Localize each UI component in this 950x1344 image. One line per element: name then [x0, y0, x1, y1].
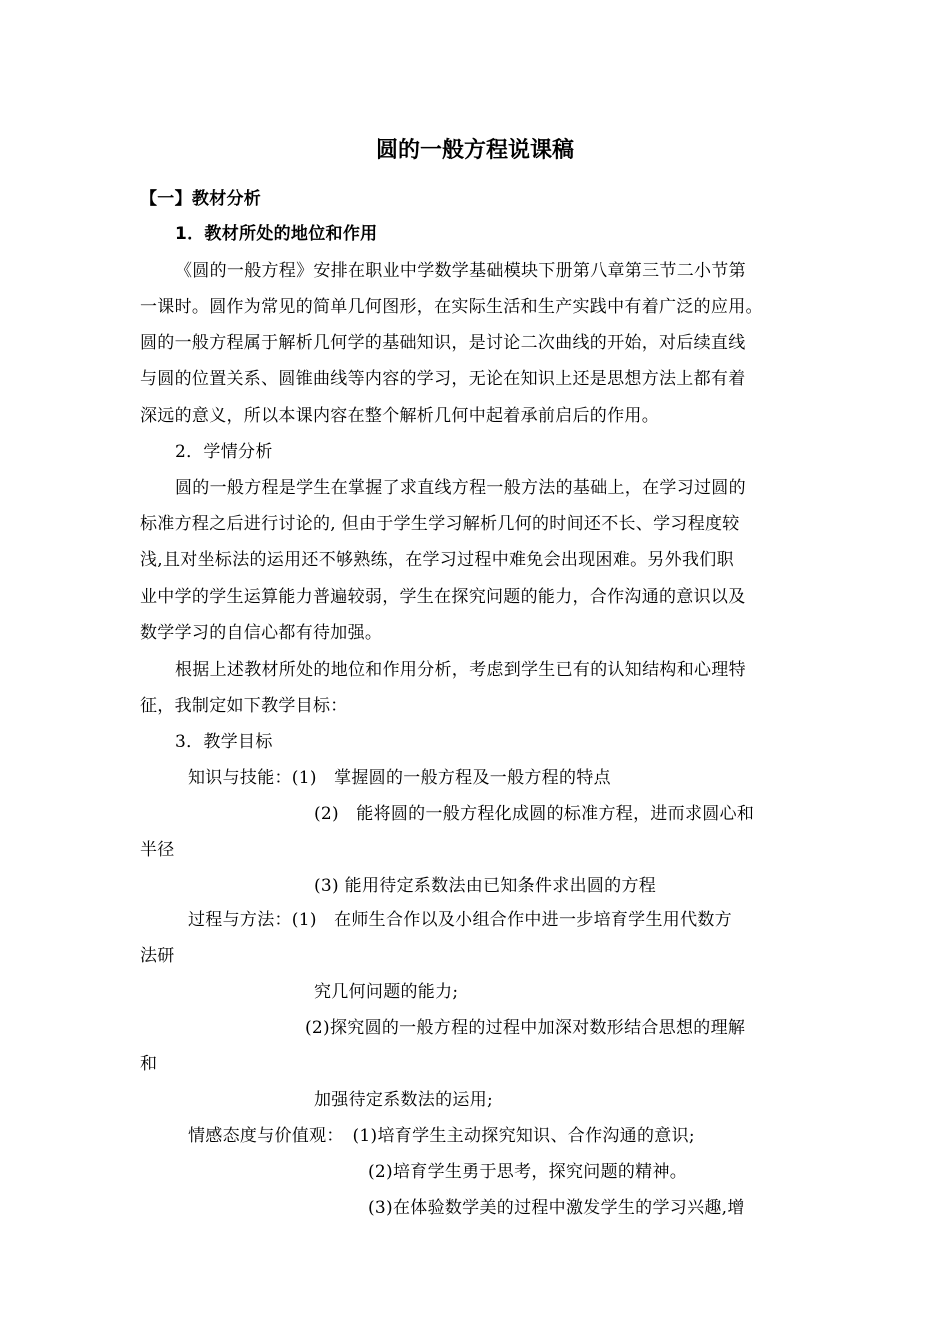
- paragraph-line: 一课时。圆作为常见的简单几何图形，在实际生活和生产实践中有着广泛的应用。: [140, 297, 763, 317]
- paragraph-line: 标准方程之后进行讨论的, 但由于学生学习解析几何的时间还不长、学习程度较: [140, 514, 740, 534]
- paragraph-line: 数学学习的自信心都有待加强。: [140, 623, 383, 643]
- objective-line: 法研: [140, 946, 175, 966]
- document-title: 圆的一般方程说课稿: [375, 138, 574, 163]
- subsection-heading: 2．学情分析: [175, 442, 273, 462]
- paragraph-line: 业中学的学生运算能力普遍较弱，学生在探究问题的能力，合作沟通的意识以及: [140, 587, 746, 607]
- objective-line: (2)培育学生勇于思考，探究问题的精神。: [368, 1162, 688, 1182]
- paragraph-line: 与圆的位置关系、圆锥曲线等内容的学习，无论在知识上还是思想方法上都有着: [140, 369, 746, 389]
- paragraph-line: 根据上述教材所处的地位和作用分析，考虑到学生已有的认知结构和心理特: [175, 660, 746, 680]
- paragraph-line: 征，我制定如下教学目标：: [140, 696, 348, 716]
- paragraph-line: 浅,且对坐标法的运用还不够熟练，在学习过程中难免会出现困难。另外我们职: [140, 550, 734, 570]
- objective-line: (3)在体验数学美的过程中激发学生的学习兴趣,增: [368, 1198, 745, 1218]
- objective-line: (2)探究圆的一般方程的过程中加深对数形结合思想的理解: [305, 1018, 746, 1038]
- objective-line: 和: [140, 1054, 158, 1074]
- objective-line: (2) 能将圆的一般方程化成圆的标准方程，进而求圆心和: [314, 804, 755, 824]
- section-heading: 【一】教材分析: [140, 189, 262, 209]
- paragraph-line: 圆的一般方程是学生在掌握了求直线方程一般方法的基础上，在学习过圆的: [175, 478, 746, 498]
- objective-line: (3) 能用待定系数法由已知条件求出圆的方程: [314, 876, 657, 896]
- objective-line: 加强待定系数法的运用;: [314, 1090, 494, 1110]
- paragraph-line: 《圆的一般方程》安排在职业中学数学基础模块下册第八章第三节二小节第: [175, 261, 746, 281]
- objective-line: 究几何问题的能力;: [314, 982, 459, 1002]
- subsection-heading: 1．教材所处的地位和作用: [175, 224, 378, 244]
- paragraph-line: 深远的意义，所以本课内容在整个解析几何中起着承前启后的作用。: [140, 406, 659, 426]
- objective-line: 过程与方法：(1) 在师生合作以及小组合作中进一步培育学生用代数方: [188, 910, 732, 930]
- objective-line: 知识与技能：(1) 掌握圆的一般方程及一般方程的特点: [188, 768, 611, 788]
- objective-line: 情感态度与价值观： (1)培育学生主动探究知识、合作沟通的意识;: [188, 1126, 695, 1146]
- paragraph-line: 圆的一般方程属于解析几何学的基础知识，是讨论二次曲线的开始，对后续直线: [140, 333, 746, 353]
- objective-line: 半径: [140, 840, 175, 860]
- subsection-heading: 3．教学目标: [175, 732, 273, 752]
